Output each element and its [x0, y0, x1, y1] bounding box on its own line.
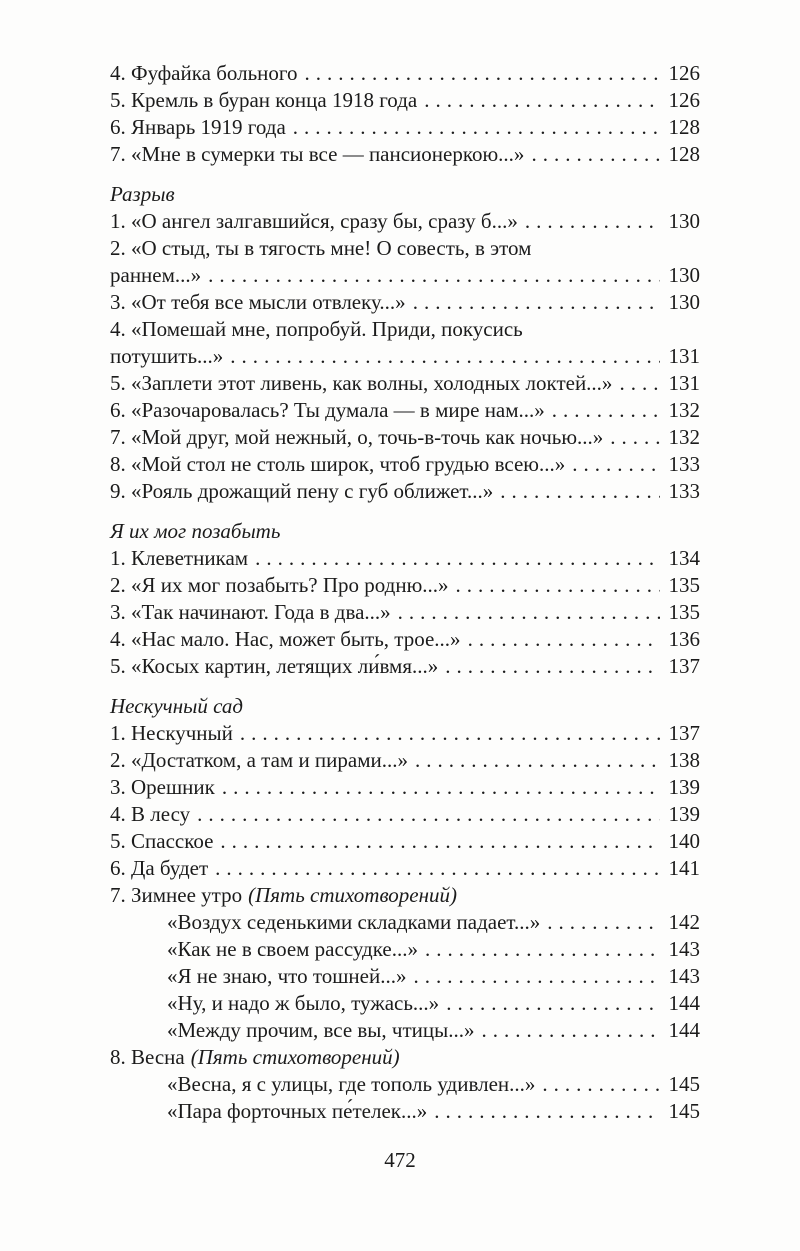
dotted-leader	[425, 936, 660, 963]
entry-title: 8. «Мой стол не столь широк, чтоб грудью всею...»	[110, 452, 566, 476]
dotted-leader	[434, 1098, 660, 1125]
entry-page-number: 131	[668, 344, 700, 368]
dotted-leader	[500, 478, 660, 505]
entry-page-number: 130	[668, 290, 700, 314]
entry-title: 6. Январь 1919 года	[110, 115, 286, 139]
entry-page-number: 139	[668, 802, 700, 826]
toc-subentry	[110, 1098, 700, 1125]
entry-page-number: 144	[668, 1018, 700, 1042]
entry-page-number: 144	[668, 991, 700, 1015]
toc-subentry	[110, 936, 700, 963]
toc-entry	[110, 262, 700, 289]
dotted-leader	[293, 114, 660, 141]
entry-title: 2. «О стыд, ты в тягость мне! О совесть, в этом	[110, 236, 532, 260]
entry-note: (Пять стихотворений)	[248, 883, 458, 907]
entry-title: 4. В лесу	[110, 802, 191, 826]
entry-page-number: 143	[668, 937, 700, 961]
dotted-leader	[398, 599, 660, 626]
entry-title: 5. «Заплети этот ливень, как волны, холодных локтей...»	[110, 371, 613, 395]
toc-section-heading	[110, 518, 700, 545]
toc-entry	[110, 478, 700, 505]
entry-title: 5. Кремль в буран конца 1918 года	[110, 88, 418, 112]
toc-entry	[110, 626, 700, 653]
entry-page-number: 137	[668, 654, 700, 678]
entry-title: «Весна, я с улицы, где тополь удивлен...»	[167, 1072, 536, 1096]
toc-entry	[110, 114, 700, 141]
dotted-leader	[542, 1071, 660, 1098]
toc-subentry	[110, 1017, 700, 1044]
toc-entry	[110, 882, 700, 909]
entry-title: 6. «Разочаровалась? Ты думала — в мире нам...»	[110, 398, 545, 422]
toc-entry	[110, 653, 700, 680]
entry-title: «Между прочим, все вы, чтицы...»	[167, 1018, 475, 1042]
entry-note: (Пять стихотворений)	[190, 1045, 400, 1069]
dotted-leader	[552, 397, 660, 424]
toc-entry	[110, 572, 700, 599]
entry-page-number: 126	[668, 61, 700, 85]
entry-page-number: 135	[668, 600, 700, 624]
toc-subentry	[110, 909, 700, 936]
dotted-leader	[413, 963, 660, 990]
dotted-leader	[445, 653, 660, 680]
entry-page-number: 141	[668, 856, 700, 880]
toc-entry	[110, 60, 700, 87]
dotted-leader	[215, 855, 660, 882]
entry-page-number: 128	[668, 142, 700, 166]
entry-title: 1. Клеветникам	[110, 546, 249, 570]
toc-section-heading	[110, 181, 700, 208]
entry-title: раннем...»	[110, 263, 202, 287]
toc-entry	[110, 545, 700, 572]
entry-title: 2. «Я их мог позабыть? Про родню...»	[110, 573, 449, 597]
entry-title: 1. Нескучный	[110, 721, 233, 745]
entry-page-number: 145	[668, 1099, 700, 1123]
dotted-leader	[220, 828, 660, 855]
toc-entry	[110, 87, 700, 114]
toc-entry	[110, 599, 700, 626]
toc-entry	[110, 720, 700, 747]
toc-entry	[110, 774, 700, 801]
toc-subentry	[110, 963, 700, 990]
section-title: Разрыв	[110, 182, 175, 206]
toc-entry	[110, 235, 700, 262]
dotted-leader	[230, 343, 660, 370]
entry-title: «Как не в своем рассудке...»	[167, 937, 418, 961]
dotted-leader	[222, 774, 660, 801]
entry-title: 7. «Мне в сумерки ты все — пансионеркою...»	[110, 142, 525, 166]
page-footer	[0, 1147, 800, 1174]
entry-page-number: 140	[668, 829, 700, 853]
entry-title: 9. «Рояль дрожащий пену с губ оближет...»	[110, 479, 494, 503]
entry-page-number: 126	[668, 88, 700, 112]
entry-title: 6. Да будет	[110, 856, 209, 880]
entry-page-number: 142	[668, 910, 700, 934]
dotted-leader	[572, 451, 660, 478]
entry-title: «Воздух седенькими складками падает...»	[167, 910, 541, 934]
toc-entry	[110, 747, 700, 774]
dotted-leader	[304, 60, 660, 87]
toc-section-heading	[110, 693, 700, 720]
toc-entry	[110, 343, 700, 370]
entry-title: 1. «О ангел залгавшийся, сразу бы, сразу б...»	[110, 209, 518, 233]
toc-subentry	[110, 1071, 700, 1098]
folio-page-number: 472	[384, 1148, 416, 1172]
entry-title: «Пара форточных пе́телек...»	[167, 1099, 428, 1123]
entry-title: 2. «Достатком, а там и пирами...»	[110, 748, 409, 772]
entry-page-number: 132	[668, 425, 700, 449]
toc-entry	[110, 451, 700, 478]
toc-entry	[110, 801, 700, 828]
entry-title: 8. Весна	[110, 1045, 185, 1069]
entry-title: 7. Зимнее утро	[110, 883, 243, 907]
dotted-leader	[610, 424, 660, 451]
entry-page-number: 128	[668, 115, 700, 139]
dotted-leader	[531, 141, 660, 168]
dotted-leader	[240, 720, 660, 747]
toc-entry	[110, 1044, 700, 1071]
entry-page-number: 139	[668, 775, 700, 799]
entry-page-number: 133	[668, 452, 700, 476]
dotted-leader	[415, 747, 660, 774]
entry-page-number: 136	[668, 627, 700, 651]
entry-title: 3. «Так начинают. Года в два...»	[110, 600, 391, 624]
dotted-leader	[446, 990, 660, 1017]
entry-page-number: 145	[668, 1072, 700, 1096]
entry-title: 7. «Мой друг, мой нежный, о, точь-в-точь как ночью...»	[110, 425, 604, 449]
entry-page-number: 135	[668, 573, 700, 597]
entry-title: 4. «Нас мало. Нас, может быть, трое...»	[110, 627, 461, 651]
section-title: Я их мог позабыть	[110, 519, 281, 543]
entry-page-number: 134	[668, 546, 700, 570]
toc-entry	[110, 370, 700, 397]
toc-subentry	[110, 990, 700, 1017]
entry-title: 3. «От тебя все мысли отвлеку...»	[110, 290, 406, 314]
entry-page-number: 137	[668, 721, 700, 745]
toc-entry	[110, 208, 700, 235]
entry-page-number: 138	[668, 748, 700, 772]
entry-title: 4. «Помешай мне, попробуй. Приди, покусись	[110, 317, 523, 341]
dotted-leader	[525, 208, 660, 235]
entry-title: 4. Фуфайка больного	[110, 61, 298, 85]
entry-title: «Я не знаю, что тошней...»	[167, 964, 407, 988]
dotted-leader	[424, 87, 660, 114]
dotted-leader	[413, 289, 660, 316]
toc-entry	[110, 316, 700, 343]
entry-page-number: 131	[668, 371, 700, 395]
toc-entry	[110, 424, 700, 451]
toc-entry	[110, 828, 700, 855]
section-title: Нескучный сад	[110, 694, 243, 718]
dotted-leader	[619, 370, 660, 397]
toc-entry	[110, 855, 700, 882]
dotted-leader	[208, 262, 660, 289]
entry-title: 5. Спасское	[110, 829, 214, 853]
dotted-leader	[481, 1017, 660, 1044]
dotted-leader	[197, 801, 660, 828]
entry-page-number: 133	[668, 479, 700, 503]
entry-title: «Ну, и надо ж было, тужась...»	[167, 991, 440, 1015]
entry-page-number: 132	[668, 398, 700, 422]
entry-page-number: 130	[668, 263, 700, 287]
entry-title: потушить...»	[110, 344, 224, 368]
entry-title: 3. Орешник	[110, 775, 215, 799]
entry-title: 5. «Косых картин, летящих ли́вмя...»	[110, 654, 439, 678]
toc-entry	[110, 141, 700, 168]
toc-entry	[110, 289, 700, 316]
dotted-leader	[468, 626, 660, 653]
dotted-leader	[456, 572, 660, 599]
toc-entry	[110, 397, 700, 424]
dotted-leader	[255, 545, 660, 572]
entry-page-number: 130	[668, 209, 700, 233]
dotted-leader	[547, 909, 660, 936]
entry-page-number: 143	[668, 964, 700, 988]
